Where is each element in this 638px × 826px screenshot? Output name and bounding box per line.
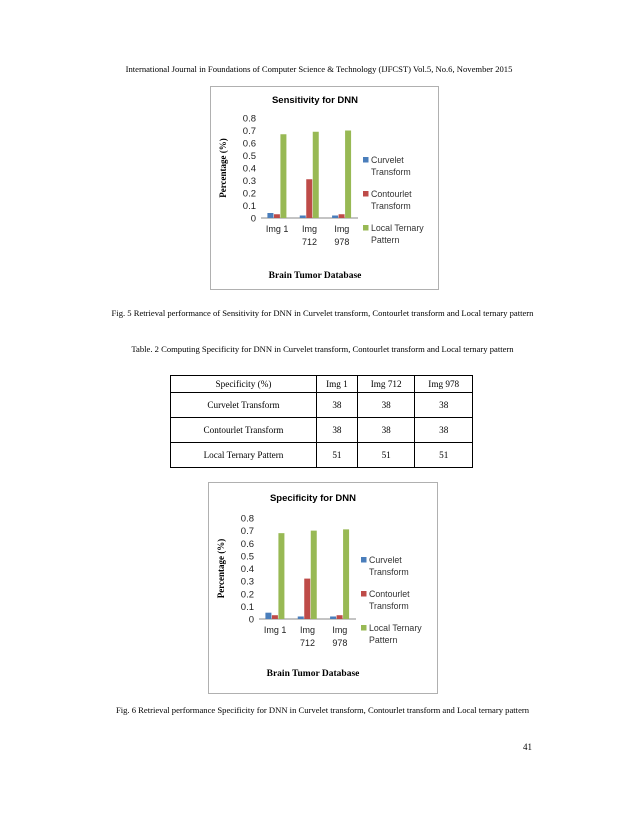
specificity-chart (208, 482, 438, 694)
journal-header: International Journal in Foundations of Computer Science & Technology (IJFCST) Vol.5, No.6, November 2015 (125, 64, 513, 74)
legend-label: Local Ternary (371, 223, 424, 233)
legend-label: Pattern (371, 235, 400, 245)
x-tick-label: Img (299, 625, 316, 635)
page-number: 41 (523, 742, 532, 752)
chart-title: Specificity for DNN (269, 493, 357, 504)
x-tick-label: Img (332, 625, 348, 635)
y-tick-label: 0.1 (242, 201, 256, 212)
y-tick-label: 0.8 (240, 513, 254, 525)
fig5-caption: Fig. 5 Retrieval performance of Sensitivity for DNN in Curvelet transform, Contourlet transform and Local ternary pattern (111, 308, 534, 318)
y-tick-label: 0.3 (240, 576, 254, 588)
bar-contourlet (304, 579, 310, 619)
legend-swatch (361, 625, 367, 631)
table-header-cell: Img 978 (415, 376, 473, 393)
table-cell: 51 (316, 443, 357, 468)
y-tick-label: 0.6 (242, 138, 256, 150)
table-cell: Curvelet Transform (171, 393, 317, 418)
legend-swatch (363, 225, 369, 231)
bar-local-ternary (313, 132, 319, 218)
table-cell: 38 (415, 418, 473, 443)
table-row (171, 443, 473, 468)
table-cell: 38 (415, 393, 473, 418)
y-axis-label: Percentage (%) (216, 538, 226, 599)
legend-label: Contourlet (369, 589, 410, 599)
legend-label: Contourlet (371, 189, 412, 199)
table-cell: 51 (357, 443, 415, 468)
y-tick-label: 0.2 (242, 188, 256, 200)
y-tick-label: 0 (248, 614, 254, 626)
bar-local-ternary (345, 131, 351, 219)
y-tick-label: 0.7 (240, 526, 254, 538)
table-row (171, 393, 473, 418)
table-cell: 38 (316, 393, 357, 418)
x-tick-label: 978 (332, 638, 348, 648)
bar-local-ternary (278, 533, 284, 619)
y-tick-label: 0 (250, 213, 256, 225)
sensitivity-chart-svg (211, 87, 438, 289)
table-cell: 51 (415, 443, 473, 468)
table-cell: Local Ternary Pattern (171, 443, 317, 468)
table-header-cell: Img 1 (316, 376, 357, 393)
y-tick-label: 0.7 (242, 126, 256, 137)
table-cell: 38 (357, 393, 415, 418)
table-row (171, 418, 473, 443)
x-tick-label: Img (301, 224, 318, 234)
legend-label: Curvelet (371, 155, 404, 165)
x-axis-label: Brain Tumor Database (266, 669, 360, 679)
y-tick-label: 0.4 (242, 163, 256, 175)
y-axis-label: Percentage (%) (218, 138, 228, 198)
bar-curvelet (265, 613, 271, 619)
x-tick-label: Img (334, 224, 350, 234)
bar-local-ternary (311, 531, 317, 619)
table-cell: Contourlet Transform (171, 418, 317, 443)
x-tick-label: 978 (334, 237, 350, 247)
legend-label: Transform (369, 567, 409, 577)
y-tick-label: 0.1 (240, 601, 254, 613)
table-header-cell: Img 712 (357, 376, 415, 393)
y-tick-label: 0.6 (240, 538, 254, 550)
sensitivity-chart (210, 86, 439, 290)
bar-contourlet (306, 179, 312, 218)
y-tick-label: 0.5 (240, 551, 254, 563)
y-tick-label: 0.4 (240, 564, 254, 575)
bar-curvelet (298, 616, 304, 619)
y-tick-label: 0.5 (242, 151, 256, 162)
bar-curvelet (332, 216, 338, 219)
chart-title: Sensitivity for DNN (271, 95, 359, 106)
legend-swatch (363, 157, 369, 163)
bar-contourlet (272, 615, 278, 619)
x-axis-label: Brain Tumor Database (268, 271, 362, 281)
y-tick-label: 0.8 (242, 113, 256, 125)
x-tick-label: 712 (299, 638, 316, 648)
bar-local-ternary (343, 529, 349, 619)
legend-label: Curvelet (369, 555, 402, 565)
bar-local-ternary (280, 134, 286, 218)
bar-curvelet (300, 216, 306, 219)
bar-curvelet (267, 213, 273, 218)
x-tick-label: Img 1 (263, 625, 287, 635)
legend-label: Transform (371, 201, 411, 211)
legend-label: Transform (369, 601, 409, 611)
y-tick-label: 0.3 (242, 176, 256, 187)
y-tick-label: 0.2 (240, 589, 254, 601)
legend-label: Transform (371, 167, 411, 177)
legend-swatch (363, 191, 369, 197)
table-cell: 38 (316, 418, 357, 443)
table-cell: 38 (357, 418, 415, 443)
table-header-row (171, 376, 473, 393)
x-tick-label: Img 1 (265, 224, 289, 234)
bar-contourlet (339, 214, 345, 218)
specificity-chart-svg (209, 483, 437, 693)
legend-label: Pattern (369, 635, 398, 645)
bar-contourlet (274, 214, 280, 218)
bar-curvelet (330, 616, 336, 619)
x-tick-label: 712 (301, 237, 318, 247)
bar-contourlet (337, 615, 343, 619)
legend-swatch (361, 591, 367, 597)
specificity-table (170, 375, 473, 468)
legend-label: Local Ternary (369, 623, 422, 633)
table-caption: Table. 2 Computing Specificity for DNN in Curvelet transform, Contourlet transform and Local ternary pattern (131, 344, 514, 354)
table-header-cell: Specificity (%) (171, 376, 317, 393)
fig6-caption: Fig. 6 Retrieval performance Specificity for DNN in Curvelet transform, Contourlet transform and Local ternary pattern (115, 705, 530, 715)
legend-swatch (361, 557, 367, 563)
